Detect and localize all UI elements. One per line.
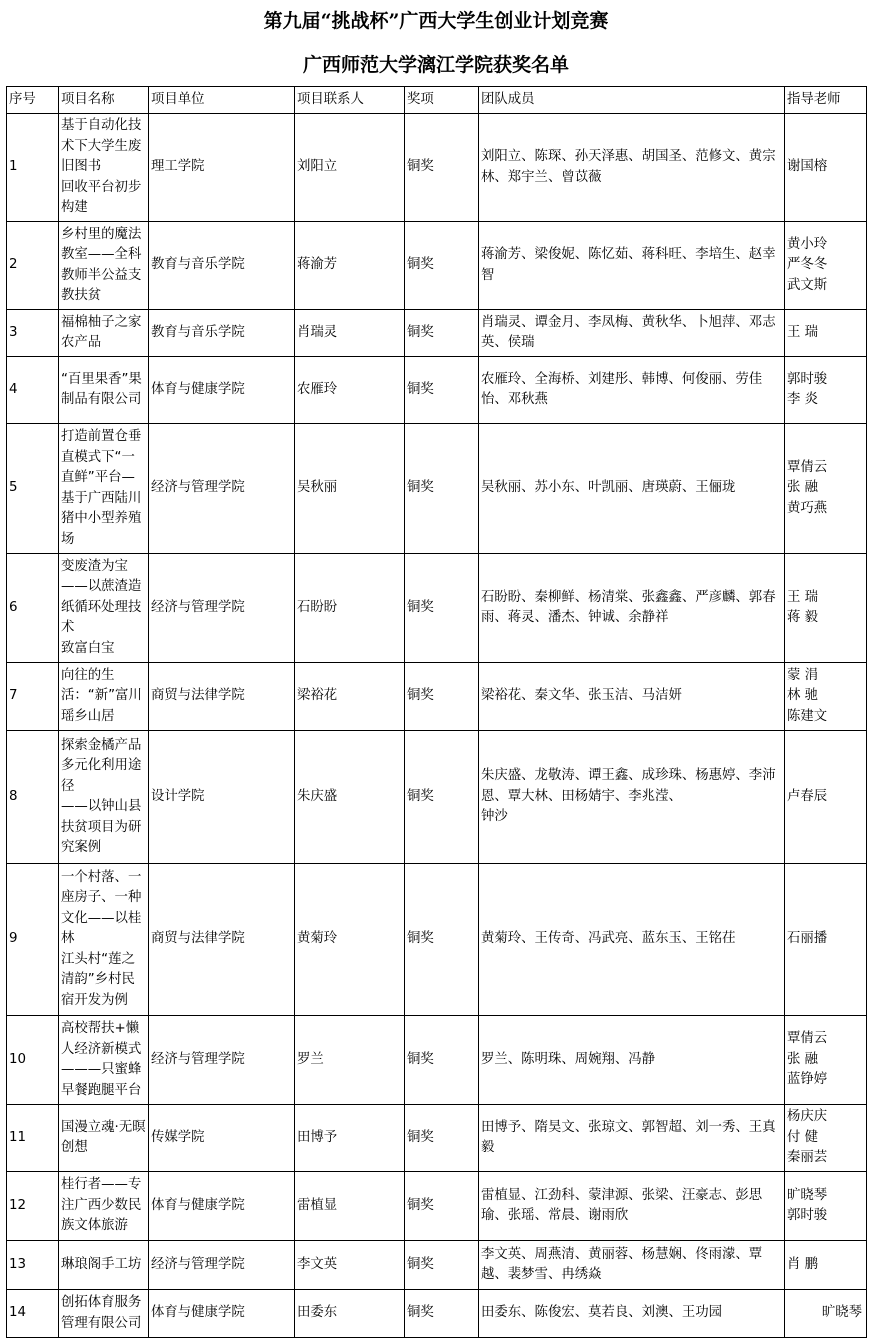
project-unit-cell: 理工学院	[149, 114, 295, 222]
project-contact-cell: 肖瑞灵	[295, 310, 405, 357]
project-name-cell: 变废渣为宝——以蔗渣造纸循环处理技术 致富白宝	[59, 554, 149, 663]
project-unit-cell: 教育与音乐学院	[149, 310, 295, 357]
teachers-cell: 谢国榕	[785, 114, 867, 222]
row-number-cell: 14	[7, 1290, 59, 1338]
project-contact-cell: 梁裕花	[295, 663, 405, 731]
table-row	[7, 731, 867, 864]
project-contact-cell: 罗兰	[295, 1016, 405, 1105]
team-members-cell: 石盼盼、秦柳鲜、杨清棠、张鑫鑫、严彦麟、郭春雨、蒋灵、潘杰、钟诚、余静祥	[479, 554, 785, 663]
project-unit-cell: 体育与健康学院	[149, 357, 295, 424]
teachers-cell: 肖 鹏	[785, 1241, 867, 1290]
row-number-cell: 5	[7, 424, 59, 554]
row-number-cell: 11	[7, 1105, 59, 1172]
project-unit-cell: 经济与管理学院	[149, 424, 295, 554]
project-contact-cell: 李文英	[295, 1241, 405, 1290]
award-cell: 铜奖	[405, 663, 479, 731]
team-members-cell: 黄菊玲、王传奇、冯武亮、蓝东玉、王铭茌	[479, 864, 785, 1016]
team-members-cell: 吴秋丽、苏小东、叶凯丽、唐瑛蔚、王俪珑	[479, 424, 785, 554]
table-row	[7, 864, 867, 1016]
project-contact-cell: 石盼盼	[295, 554, 405, 663]
row-number-cell: 1	[7, 114, 59, 222]
award-cell: 铜奖	[405, 1172, 479, 1241]
project-name-cell: 高校帮扶+懒人经济新模式———只蜜蜂早餐跑腿平台	[59, 1016, 149, 1105]
project-name-cell: “百里果香”果制品有限公司	[59, 357, 149, 424]
header-cell-contact: 项目联系人	[295, 87, 405, 114]
project-contact-cell: 刘阳立	[295, 114, 405, 222]
project-name-cell: 向往的生活：“新”富川瑶乡山居	[59, 663, 149, 731]
row-number-cell: 9	[7, 864, 59, 1016]
row-number-cell: 4	[7, 357, 59, 424]
award-cell: 铜奖	[405, 222, 479, 310]
team-members-cell: 肖瑞灵、谭金月、李凤梅、黄秋华、卜旭萍、邓志英、侯瑞	[479, 310, 785, 357]
teachers-cell: 覃倩云 张 融 蓝铮婷	[785, 1016, 867, 1105]
project-contact-cell: 田委东	[295, 1290, 405, 1338]
table-row	[7, 222, 867, 310]
team-members-cell: 田博予、隋昊文、张琼文、郭智超、刘一秀、王真毅	[479, 1105, 785, 1172]
project-name-cell: 打造前置仓垂直模式下“一直鲜”平台—基于广西陆川猪中小型养殖场	[59, 424, 149, 554]
project-contact-cell: 农雁玲	[295, 357, 405, 424]
team-members-cell: 李文英、周燕清、黄丽蓉、杨慧娴、佟雨濛、覃越、裴梦雪、冉绣焱	[479, 1241, 785, 1290]
team-members-cell: 罗兰、陈明珠、周婉翔、冯静	[479, 1016, 785, 1105]
project-unit-cell: 体育与健康学院	[149, 1290, 295, 1338]
project-name-cell: 探索金橘产品多元化利用途径 ——以钟山县扶贫项目为研究案例	[59, 731, 149, 864]
project-name-cell: 乡村里的魔法教室——全科教师半公益支教扶贫	[59, 222, 149, 310]
project-unit-cell: 经济与管理学院	[149, 1241, 295, 1290]
teachers-cell: 王 瑞	[785, 310, 867, 357]
project-unit-cell: 传媒学院	[149, 1105, 295, 1172]
project-name-cell: 国漫立魂·无暝创想	[59, 1105, 149, 1172]
project-contact-cell: 黄菊玲	[295, 864, 405, 1016]
table-row	[7, 1241, 867, 1290]
award-cell: 铜奖	[405, 1105, 479, 1172]
table-row	[7, 357, 867, 424]
header-row	[7, 87, 867, 114]
teachers-cell: 卢春辰	[785, 731, 867, 864]
table-row	[7, 1016, 867, 1105]
team-members-cell: 雷植显、江劲科、蒙津源、张梁、汪豪志、彭思瑜、张瑶、常晨、谢雨欣	[479, 1172, 785, 1241]
award-cell: 铜奖	[405, 357, 479, 424]
document-subtitle: 广西师范大学漓江学院获奖名单	[302, 54, 569, 76]
project-name-cell: 琳琅阁手工坊	[59, 1241, 149, 1290]
table-row	[7, 310, 867, 357]
row-number-cell: 8	[7, 731, 59, 864]
award-cell: 铜奖	[405, 1241, 479, 1290]
table-row	[7, 114, 867, 222]
table-row	[7, 1172, 867, 1241]
project-unit-cell: 经济与管理学院	[149, 1016, 295, 1105]
document-title: 第九届“挑战杯”广西大学生创业计划竞赛	[263, 10, 609, 32]
row-number-cell: 6	[7, 554, 59, 663]
project-name-cell: 一个村落、一座房子、一种文化——以桂林 江头村“莲之清韵”乡村民宿开发为例	[59, 864, 149, 1016]
award-cell: 铜奖	[405, 864, 479, 1016]
project-name-cell: 福棉柚子之家农产品	[59, 310, 149, 357]
table-row	[7, 663, 867, 731]
teachers-cell: 旷晓琴 郭时骏	[785, 1172, 867, 1241]
team-members-cell: 梁裕花、秦文华、张玉洁、马洁妍	[479, 663, 785, 731]
project-unit-cell: 设计学院	[149, 731, 295, 864]
table-row	[7, 554, 867, 663]
project-contact-cell: 蒋渝芳	[295, 222, 405, 310]
teachers-cell: 杨庆庆 付 健 秦丽芸	[785, 1105, 867, 1172]
header-cell-members: 团队成员	[479, 87, 785, 114]
project-contact-cell: 田博予	[295, 1105, 405, 1172]
row-number-cell: 3	[7, 310, 59, 357]
award-cell: 铜奖	[405, 731, 479, 864]
project-unit-cell: 经济与管理学院	[149, 554, 295, 663]
award-cell: 铜奖	[405, 1290, 479, 1338]
header-cell-no: 序号	[7, 87, 59, 114]
table-row	[7, 424, 867, 554]
project-unit-cell: 教育与音乐学院	[149, 222, 295, 310]
teachers-cell: 黄小玲 严冬冬 武文斯	[785, 222, 867, 310]
team-members-cell: 农雁玲、全海桥、刘建彤、韩博、何俊丽、劳佳怡、邓秋燕	[479, 357, 785, 424]
award-cell: 铜奖	[405, 114, 479, 222]
header-cell-teachers: 指导老师	[785, 87, 867, 114]
award-cell: 铜奖	[405, 554, 479, 663]
award-cell: 铜奖	[405, 1016, 479, 1105]
project-unit-cell: 体育与健康学院	[149, 1172, 295, 1241]
teachers-cell: 石丽播	[785, 864, 867, 1016]
header-cell-award: 奖项	[405, 87, 479, 114]
teachers-cell: 蒙 涓 林 驰 陈建文	[785, 663, 867, 731]
project-name-cell: 基于自动化技术下大学生废旧图书 回收平台初步构建	[59, 114, 149, 222]
row-number-cell: 13	[7, 1241, 59, 1290]
teachers-cell: 旷晓琴	[785, 1290, 867, 1338]
teachers-cell: 郭时骏 李 炎	[785, 357, 867, 424]
awards-table	[6, 86, 867, 1338]
team-members-cell: 朱庆盛、龙敬涛、谭王鑫、成珍珠、杨惠婷、李沛恩、覃大林、田杨婧宇、李兆滢、 钟沙	[479, 731, 785, 864]
team-members-cell: 蒋渝芳、梁俊妮、陈忆茹、蒋科旺、李培生、赵幸智	[479, 222, 785, 310]
row-number-cell: 12	[7, 1172, 59, 1241]
teachers-cell: 覃倩云 张 融 黄巧燕	[785, 424, 867, 554]
team-members-cell: 刘阳立、陈琛、孙天泽惠、胡国圣、范修文、黄宗林、郑宇兰、曾苡薇	[479, 114, 785, 222]
header-cell-unit: 项目单位	[149, 87, 295, 114]
header-cell-name: 项目名称	[59, 87, 149, 114]
award-cell: 铜奖	[405, 310, 479, 357]
project-contact-cell: 雷植显	[295, 1172, 405, 1241]
table-row	[7, 1290, 867, 1338]
table-row	[7, 1105, 867, 1172]
project-unit-cell: 商贸与法律学院	[149, 663, 295, 731]
project-name-cell: 创拓体育服务管理有限公司	[59, 1290, 149, 1338]
teachers-cell: 王 瑞 蒋 毅	[785, 554, 867, 663]
project-contact-cell: 吴秋丽	[295, 424, 405, 554]
row-number-cell: 7	[7, 663, 59, 731]
row-number-cell: 2	[7, 222, 59, 310]
project-name-cell: 桂行者——专注广西少数民族文体旅游	[59, 1172, 149, 1241]
row-number-cell: 10	[7, 1016, 59, 1105]
team-members-cell: 田委东、陈俊宏、莫若良、刘澳、王功园	[479, 1290, 785, 1338]
project-unit-cell: 商贸与法律学院	[149, 864, 295, 1016]
project-contact-cell: 朱庆盛	[295, 731, 405, 864]
award-cell: 铜奖	[405, 424, 479, 554]
